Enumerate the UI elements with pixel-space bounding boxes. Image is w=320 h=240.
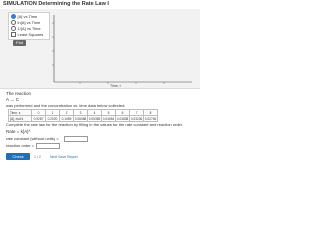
table-cell: 0 xyxy=(32,110,46,116)
table-cell: 0.03236 xyxy=(130,116,143,121)
plot-area xyxy=(0,9,200,88)
check-button[interactable]: Check xyxy=(6,153,30,160)
table-cell: 7 xyxy=(130,110,144,116)
table-cell: 2 xyxy=(60,110,74,116)
x-axis-ticks xyxy=(80,82,164,84)
reaction-order-input[interactable] xyxy=(36,143,60,149)
plot-panel xyxy=(0,9,200,89)
reaction-equation: A → C xyxy=(6,97,20,102)
table-cell: 0.1089 xyxy=(60,116,74,122)
plot-button[interactable]: Plot xyxy=(13,40,26,46)
reaction-label: The reaction xyxy=(6,91,32,96)
x-axis-label: Time, t xyxy=(110,84,121,88)
option-label: ln[A] vs Time xyxy=(17,20,41,25)
page-title: SIMULATION Determining the Rate Law I xyxy=(3,1,109,7)
table-cell: 0.05355 xyxy=(88,116,101,121)
option-label: 1/[A] vs Time xyxy=(17,26,41,31)
option-label: [A] vs Time xyxy=(17,14,38,19)
table-cell: 0.03838 xyxy=(116,116,129,121)
reaction-order-label: reaction order = xyxy=(6,143,35,148)
table-cell: 0.02746 xyxy=(144,116,157,121)
instructions: Complete the rate law for the reaction by filling in the values for the rate constant and reaction order. xyxy=(6,122,183,127)
attempts-counter: 1 / 2 xyxy=(34,155,41,159)
table-cell: 3 xyxy=(74,110,88,116)
table-cell: 1 xyxy=(46,110,60,116)
table-cell: 0.9287 xyxy=(32,116,46,122)
data-table xyxy=(8,109,158,122)
rate-constant-label: rate constant (without units) = xyxy=(6,136,59,141)
table-cell: 4 xyxy=(88,110,102,116)
footer-links[interactable]: Next Save Report xyxy=(50,155,78,159)
row-header: Time, s xyxy=(9,110,32,116)
table-cell: 0.2020 xyxy=(46,116,60,122)
table-cell: 5 xyxy=(102,110,116,116)
table-cell: 0.06088 xyxy=(74,116,87,121)
row-header: [A], mol/L xyxy=(9,116,32,122)
table-cell: 0.04554 xyxy=(102,116,115,121)
reaction-description: was performed and the concentration vs. time data below collected. xyxy=(6,103,126,108)
table-cell: 6 xyxy=(116,110,130,116)
option-label: Least Squares xyxy=(17,32,44,37)
footer-bar xyxy=(6,152,196,161)
rate-constant-input[interactable] xyxy=(64,136,88,142)
table-row xyxy=(9,116,158,122)
table-cell: 8 xyxy=(144,110,158,116)
rate-law: Rate = k[A]^ xyxy=(6,129,31,134)
